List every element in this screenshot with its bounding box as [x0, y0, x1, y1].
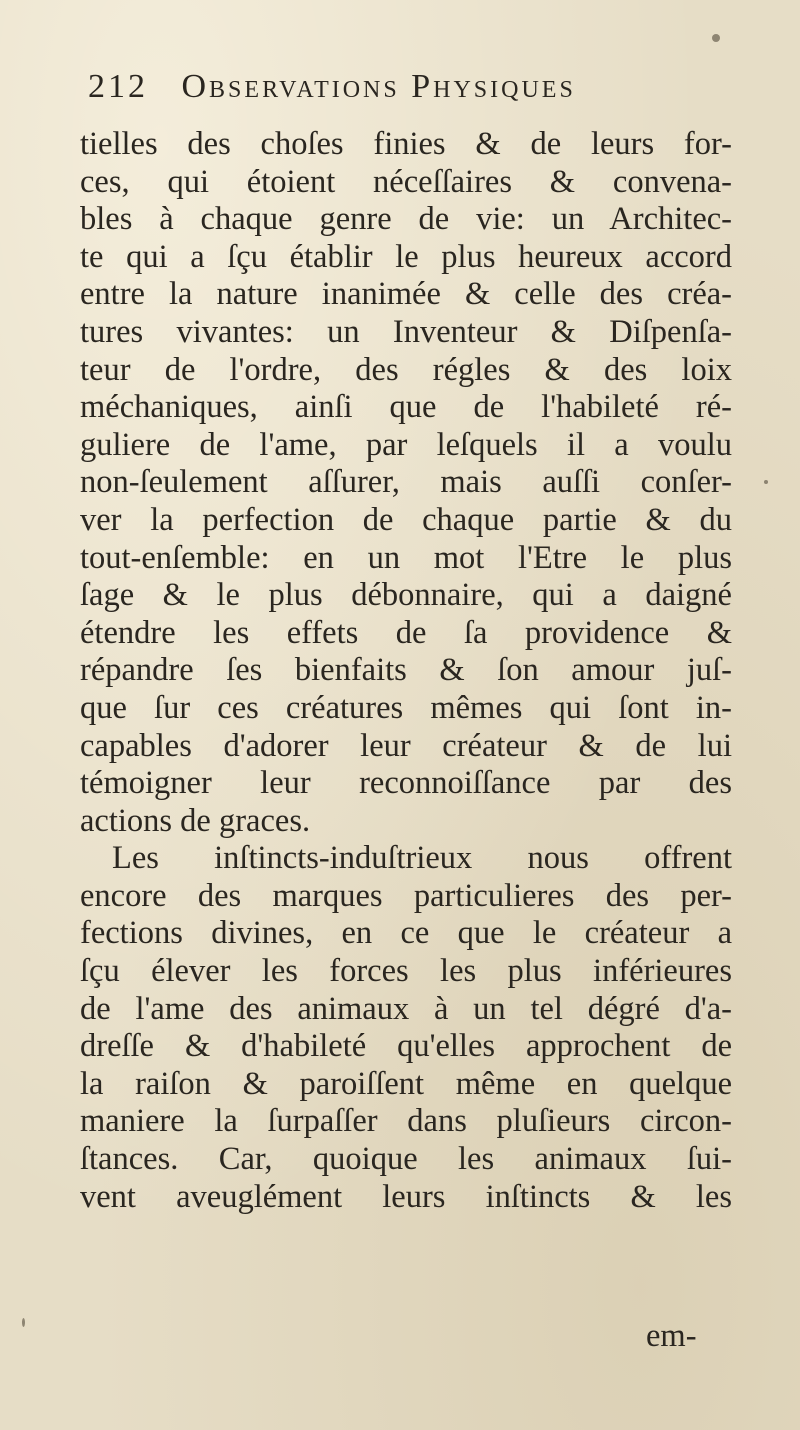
- text-line: témoigner leur reconnoiſſance par des: [80, 765, 732, 802]
- paper-speck: [764, 480, 768, 484]
- text-line: ſtances. Car, quoique les animaux ſui-: [80, 1141, 732, 1178]
- text-line: encore des marques particulieres des per-: [80, 877, 732, 914]
- running-header: [88, 68, 728, 116]
- running-title: Observations Physiques: [181, 68, 576, 105]
- text-line: de l'ame des animaux à un tel dégré d'a-: [80, 990, 732, 1027]
- text-line: fections divines, en ce que le créateur a: [80, 915, 732, 952]
- paragraph-start-line: Les inſtincts-induſtrieux nous offrent: [112, 840, 732, 877]
- text-line: ſçu élever les forces les plus inférieures: [80, 953, 732, 990]
- text-line: te qui a ſçu établir le plus heureux accord: [80, 238, 732, 275]
- page-number: 212: [88, 68, 148, 105]
- catchword: em-: [646, 1318, 697, 1354]
- text-line: bles à chaque genre de vie: un Architec-: [80, 201, 732, 238]
- text-line: tures vivantes: un Inventeur & Diſpenſa-: [80, 313, 732, 350]
- text-line: répandre ſes bienfaits & ſon amour juſ-: [80, 652, 732, 689]
- paper-speck: [22, 1318, 25, 1327]
- body-text: [80, 126, 732, 1216]
- paragraph-end-line: actions de graces.: [80, 802, 311, 839]
- text-line: ſage & le plus débonnaire, qui a daigné: [80, 577, 732, 614]
- text-line: vent aveuglément leurs inſtincts & les: [80, 1178, 732, 1215]
- text-line: étendre les effets de ſa providence &: [80, 614, 732, 651]
- text-line: maniere la ſurpaſſer dans pluſieurs circon-: [80, 1103, 732, 1140]
- text-line: tout-enſemble: en un mot l'Etre le plus: [80, 539, 732, 576]
- text-line: ver la perfection de chaque partie & du: [80, 501, 732, 538]
- text-line: capables d'adorer leur créateur & de lui: [80, 727, 732, 764]
- paper-speck: [712, 34, 720, 42]
- text-line: méchaniques, ainſi que de l'habileté ré-: [80, 389, 732, 426]
- text-line: ces, qui étoient néceſſaires & convena-: [80, 163, 732, 200]
- text-line: non-ſeulement aſſurer, mais auſſi conſer-: [80, 464, 732, 501]
- text-line: entre la nature inanimée & celle des créa-: [80, 276, 732, 313]
- text-line: que ſur ces créatures mêmes qui ſont in-: [80, 689, 732, 726]
- text-line: teur de l'ordre, des régles & des loix: [80, 351, 732, 388]
- text-line: tielles des choſes finies & de leurs for-: [80, 126, 732, 162]
- text-line: la raiſon & paroiſſent même en quelque: [80, 1065, 732, 1102]
- text-line: dreſſe & d'habileté qu'elles approchent de: [80, 1028, 732, 1065]
- text-line: guliere de l'ame, par leſquels il a voulu: [80, 426, 732, 463]
